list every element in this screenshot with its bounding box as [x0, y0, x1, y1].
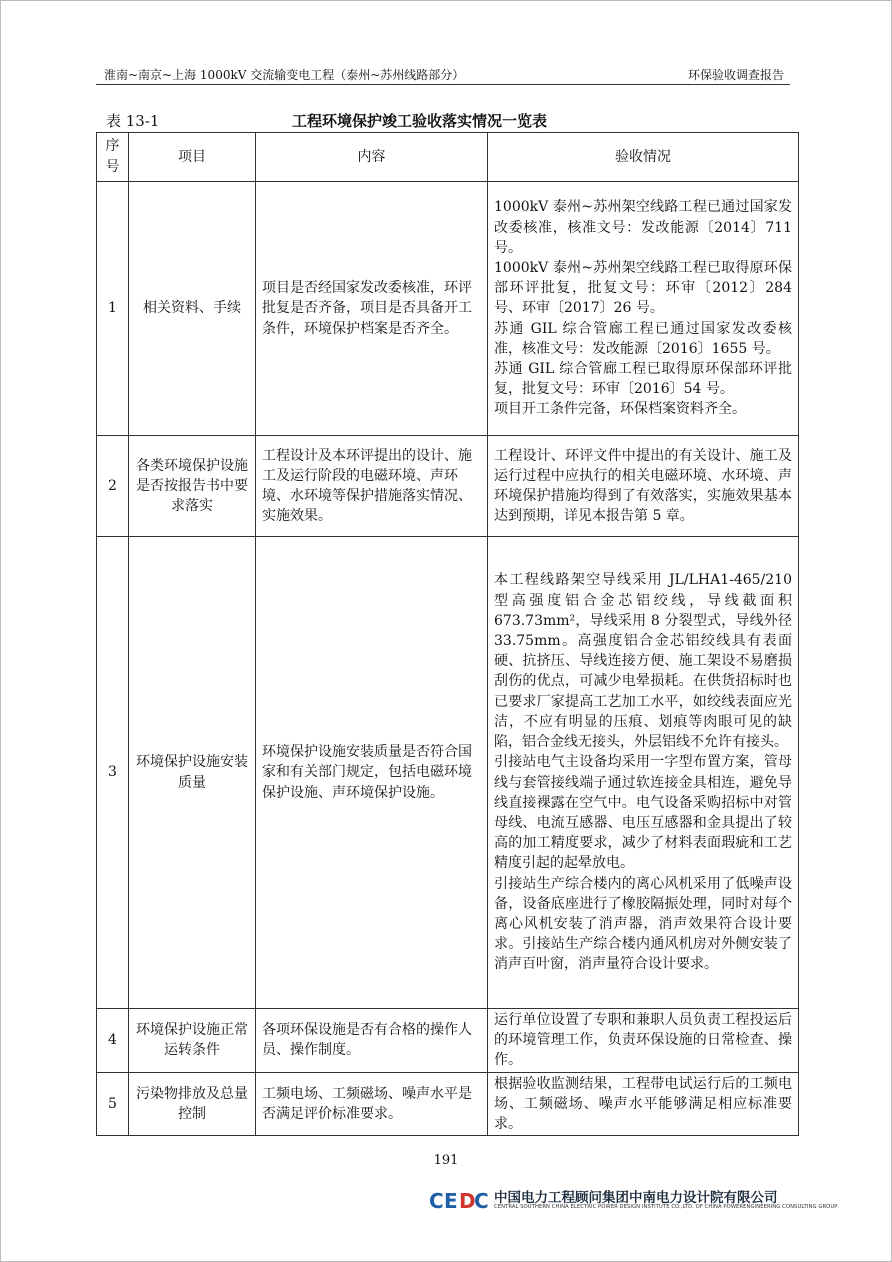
acceptance-paragraph: 1000kV 泰州~苏州架空线路工程已取得原环保部环评批复，批复文号：环审〔2012〕284 号、环审〔2017〕26 号。 — [494, 259, 792, 317]
row-acceptance — [488, 182, 799, 436]
table-row — [97, 1072, 799, 1136]
row-content: 各项环保设施是否有合格的操作人员、操作制度。 — [256, 1009, 488, 1073]
company-logo — [428, 1186, 838, 1216]
header-rule — [96, 84, 790, 85]
row-acceptance — [488, 436, 799, 537]
company-name-cn: 中国电力工程顾问集团中南电力设计院有限公司 — [494, 1190, 778, 1206]
header-index: 序号 — [97, 133, 129, 182]
acceptance-paragraph: 苏通 GIL 综合管廊工程已通过国家发改委核准，核准文号：发改能源〔2016〕1655 号。 — [494, 320, 792, 357]
row-content: 项目是否经国家发改委核准，环评批复是否齐备，项目是否具备开工条件，环境保护档案是否齐全。 — [256, 182, 488, 436]
acceptance-paragraph: 根据验收监测结果，工程带电试运行后的工频电场、工频磁场、噪声水平能够满足相应标准要求。 — [494, 1075, 792, 1133]
row-content: 工程设计及本环评提出的设计、施工及运行阶段的电磁环境、声环境、水环境等保护措施落实情况、实施效果。 — [256, 436, 488, 537]
acceptance-table — [96, 132, 799, 1136]
row-content: 环境保护设施安装质量是否符合国家和有关部门规定，包括电磁环境保护设施、声环境保护设施。 — [256, 537, 488, 1009]
row-item: 各类环境保护设施是否按报告书中要求落实 — [129, 436, 256, 537]
row-item: 污染物排放及总量控制 — [129, 1072, 256, 1136]
table-caption — [96, 110, 798, 132]
row-item: 环境保护设施安装质量 — [129, 537, 256, 1009]
logo-letter: D — [459, 1189, 476, 1213]
row-content: 工频电场、工频磁场、噪声水平是否满足评价标准要求。 — [256, 1072, 488, 1136]
row-item: 相关资料、手续 — [129, 182, 256, 436]
page-number: 191 — [433, 1153, 459, 1168]
row-index: 3 — [97, 537, 129, 1009]
row-index: 5 — [97, 1072, 129, 1136]
header-item: 项目 — [129, 133, 256, 182]
row-index: 4 — [97, 1009, 129, 1073]
running-header — [96, 64, 790, 84]
row-index: 2 — [97, 436, 129, 537]
row-acceptance — [488, 537, 799, 1009]
row-index: 1 — [97, 182, 129, 436]
acceptance-paragraph: 项目开工条件完备，环保档案资料齐全。 — [494, 401, 746, 418]
acceptance-paragraph: 苏通 GIL 综合管廊工程已取得原环保部环评批复，批复文号：环审〔2016〕54 号。 — [494, 361, 792, 398]
acceptance-paragraph: 引接站电气主设备均采用一字型布置方案，管母线与套管接线端子通过软连接金具相连，避免导线直接裸露在空气中。电气设备采购招标中对管母线、电流互感器、电压互感器和金具提出了较高的加工精度要求，减少了材料表面瑕疵和工艺精度引起的起晕放电。 — [494, 754, 792, 872]
table-row — [97, 182, 799, 436]
table-number: 表 13-1 — [106, 112, 160, 130]
row-item: 环境保护设施正常运转条件 — [129, 1009, 256, 1073]
row-acceptance — [488, 1009, 799, 1073]
table-row — [97, 436, 799, 537]
row-acceptance — [488, 1072, 799, 1136]
acceptance-paragraph: 引接站生产综合楼内的离心风机采用了低噪声设备，设备底座进行了橡胶隔振处理，同时对每个离心风机安装了消声器，消声效果符合设计要求。引接站生产综合楼内通风机房对外侧安装了消声百叶窗，消声量符合设计要求。 — [494, 875, 792, 973]
acceptance-paragraph: 1000kV 泰州~苏州架空线路工程已通过国家发改委核准，核准文号：发改能源〔2014〕711 号。 — [494, 199, 792, 256]
logo-letter: C — [429, 1189, 444, 1213]
table-row — [97, 1009, 799, 1073]
table-title: 工程环境保护竣工验收落实情况一览表 — [292, 112, 548, 130]
table-header-row — [97, 133, 799, 182]
table-row — [97, 537, 799, 1009]
header-acceptance: 验收情况 — [488, 133, 799, 182]
header-project-title: 淮南~南京~上海 1000kV 交流输变电工程（泰州~苏州线路部分） — [104, 68, 465, 82]
header-report-title: 环保验收调查报告 — [687, 68, 784, 82]
logo-letter: C — [474, 1189, 489, 1213]
acceptance-paragraph: 工程设计、环评文件中提出的有关设计、施工及运行过程中应执行的相关电磁环境、水环境、声环境保护措施均得到了有效落实，实施效果基本达到预期，详见本报告第 5 章。 — [494, 447, 792, 525]
cedc-logo-icon — [428, 1187, 490, 1213]
company-name-en: CENTRAL SOUTHERN CHINA ELECTRIC POWER DESIGN INSTITUTE CO.,LTD. OF CHINA POWERENGINEERING CONSULTING GROUP — [494, 1204, 838, 1210]
acceptance-paragraph: 运行单位设置了专职和兼职人员负责工程投运后的环境管理工作，负责环保设施的日常检查、操作。 — [494, 1012, 792, 1069]
logo-letter: E — [444, 1189, 458, 1213]
acceptance-paragraph: 本工程线路架空导线采用 JL/LHA1-465/210 型高强度铝合金芯铝绞线，导线截面积 673.73mm²，导线采用 8 分裂型式，导线外径 33.75mm。高强度铝合金芯铝绞线具有表面硬、抗挤压、导线连接方便、施工架设不易磨损刮伤的优点，可减少电晕损耗。在供货招标时也已要求厂家提高工艺加工水平，如绞线表面应光洁，不应有明显的压痕、划痕等肉眼可见的缺陷，铝合金线无接头，外层铝线不允许有接头。 — [494, 572, 792, 751]
header-content: 内容 — [256, 133, 488, 182]
